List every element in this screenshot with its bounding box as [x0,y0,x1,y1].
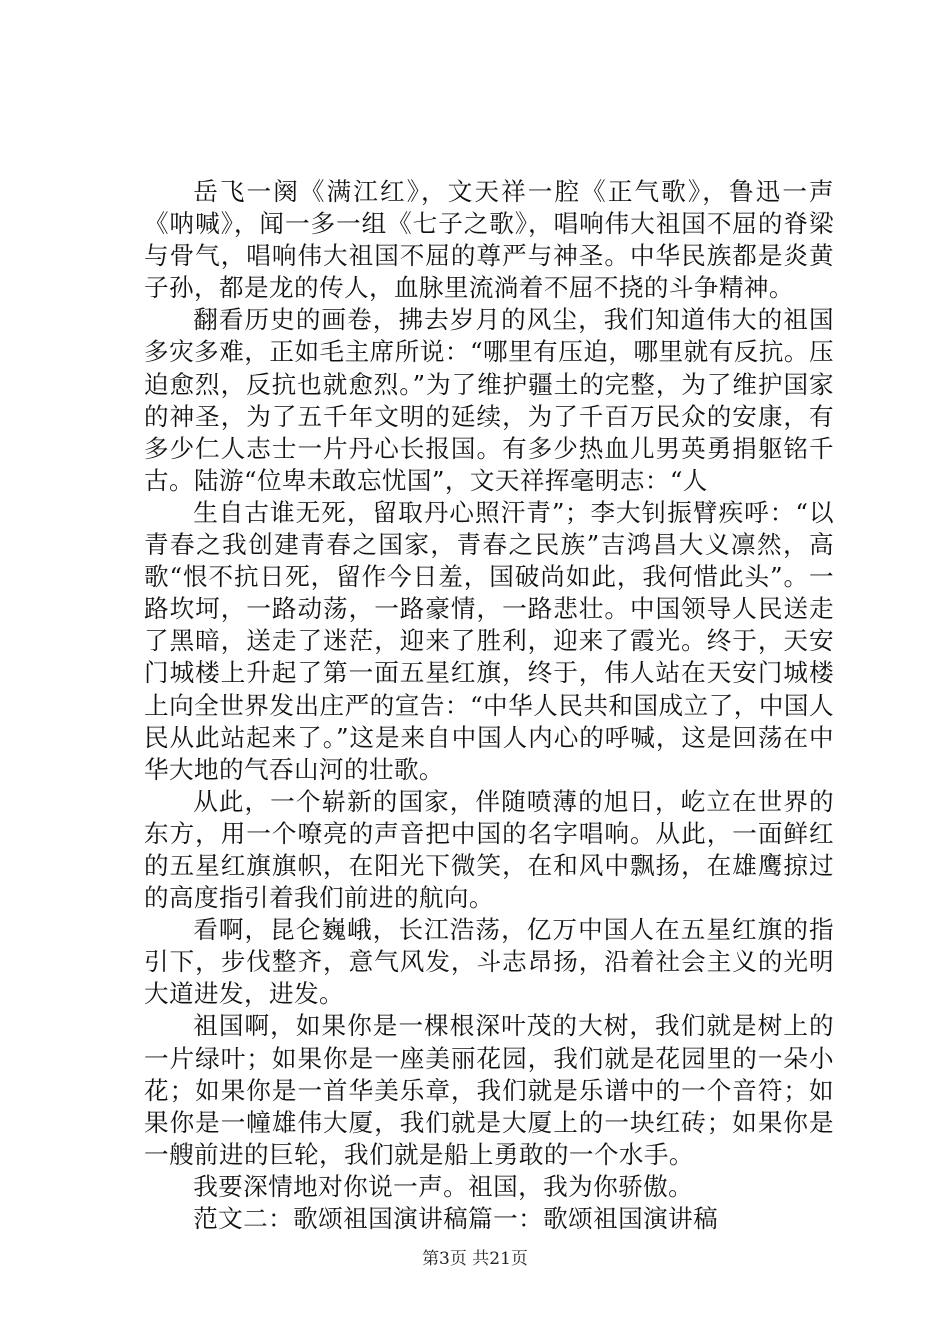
paragraph: 生自古谁无死，留取丹心照汗青”；李大钊振臂疾呼：“以青春之我创建青春之国家，青春之民族”吉鸿昌大义凛然，高歌“恨不抗日死，留作今日羞，国破尚如此，我何惜此头”。一路坎坷，一路动荡，一路豪情，一路悲壮。中国领导人民送走了黑暗，送走了迷茫，迎来了胜利，迎来了霞光。终于，天安门城楼上升起了第一面五星红旗，终于，伟人站在天安门城楼上向全世界发出庄严的宣告：“中华人民共和国成立了，中国人民从此站起来了。”这是来自中国人内心的呼喊，这是回荡在中华大地的气吞山河的壮歌。 [144,497,834,784]
paragraph: 范文二：歌颂祖国演讲稿篇一：歌颂祖国演讲稿 [193,1204,719,1233]
paragraph: 岳飞一阕《满江红》，文天祥一腔《正气歌》，鲁迅一声《呐喊》，闻一多一组《七子之歌》，唱响伟大祖国不屈的脊梁与骨气，唱响伟大祖国不屈的尊严与神圣。中华民族都是炎黄子孙，都是龙的传人，血脉里流淌着不屈不挠的斗争精神。 [144,177,834,303]
paragraph: 看啊，昆仑巍峨，长江浩荡，亿万中国人在五星红旗的指引下，步伐整齐，意气风发，斗志昂扬，沿着社会主义的光明大道进发，进发。 [144,915,834,1009]
paragraph: 翻看历史的画卷，拂去岁月的风尘，我们知道伟大的祖国多灾多难，正如毛主席所说：“哪里有压迫，哪里就有反抗。压迫愈烈，反抗也就愈烈。”为了维护疆土的完整，为了维护国家的神圣，为了五千年文明的延续，为了千百万民众的安康，有多少仁人志士一片丹心长报国。有多少热血儿男英勇捐躯铭千古。陆游“位卑未敢忘忧国”，文天祥挥毫明志：“人 [144,305,834,495]
paragraph: 从此，一个崭新的国家，伴随喷薄的旭日，屹立在世界的东方，用一个嘹亮的声音把中国的名字唱响。从此，一面鲜红的五星红旗旗帜，在阳光下微笑，在和风中飘扬，在雄鹰掠过的高度指引着我们前进的航向。 [144,786,834,913]
page-number-footer: 第3页 共21页 [422,1249,528,1269]
paragraph: 祖国啊，如果你是一棵根深叶茂的大树，我们就是树上的一片绿叶；如果你是一座美丽花园，我们就是花园里的一朵小花；如果你是一首华美乐章，我们就是乐谱中的一个音符；如果你是一幢雄伟大厦，我们就是大厦上的一块红砖；如果你是一艘前进的巨轮，我们就是船上勇敢的一个水手。 [144,1011,834,1169]
document-body [144,176,834,1235]
paragraph: 我要深情地对你说一声。祖国，我为你骄傲。 [193,1171,694,1201]
